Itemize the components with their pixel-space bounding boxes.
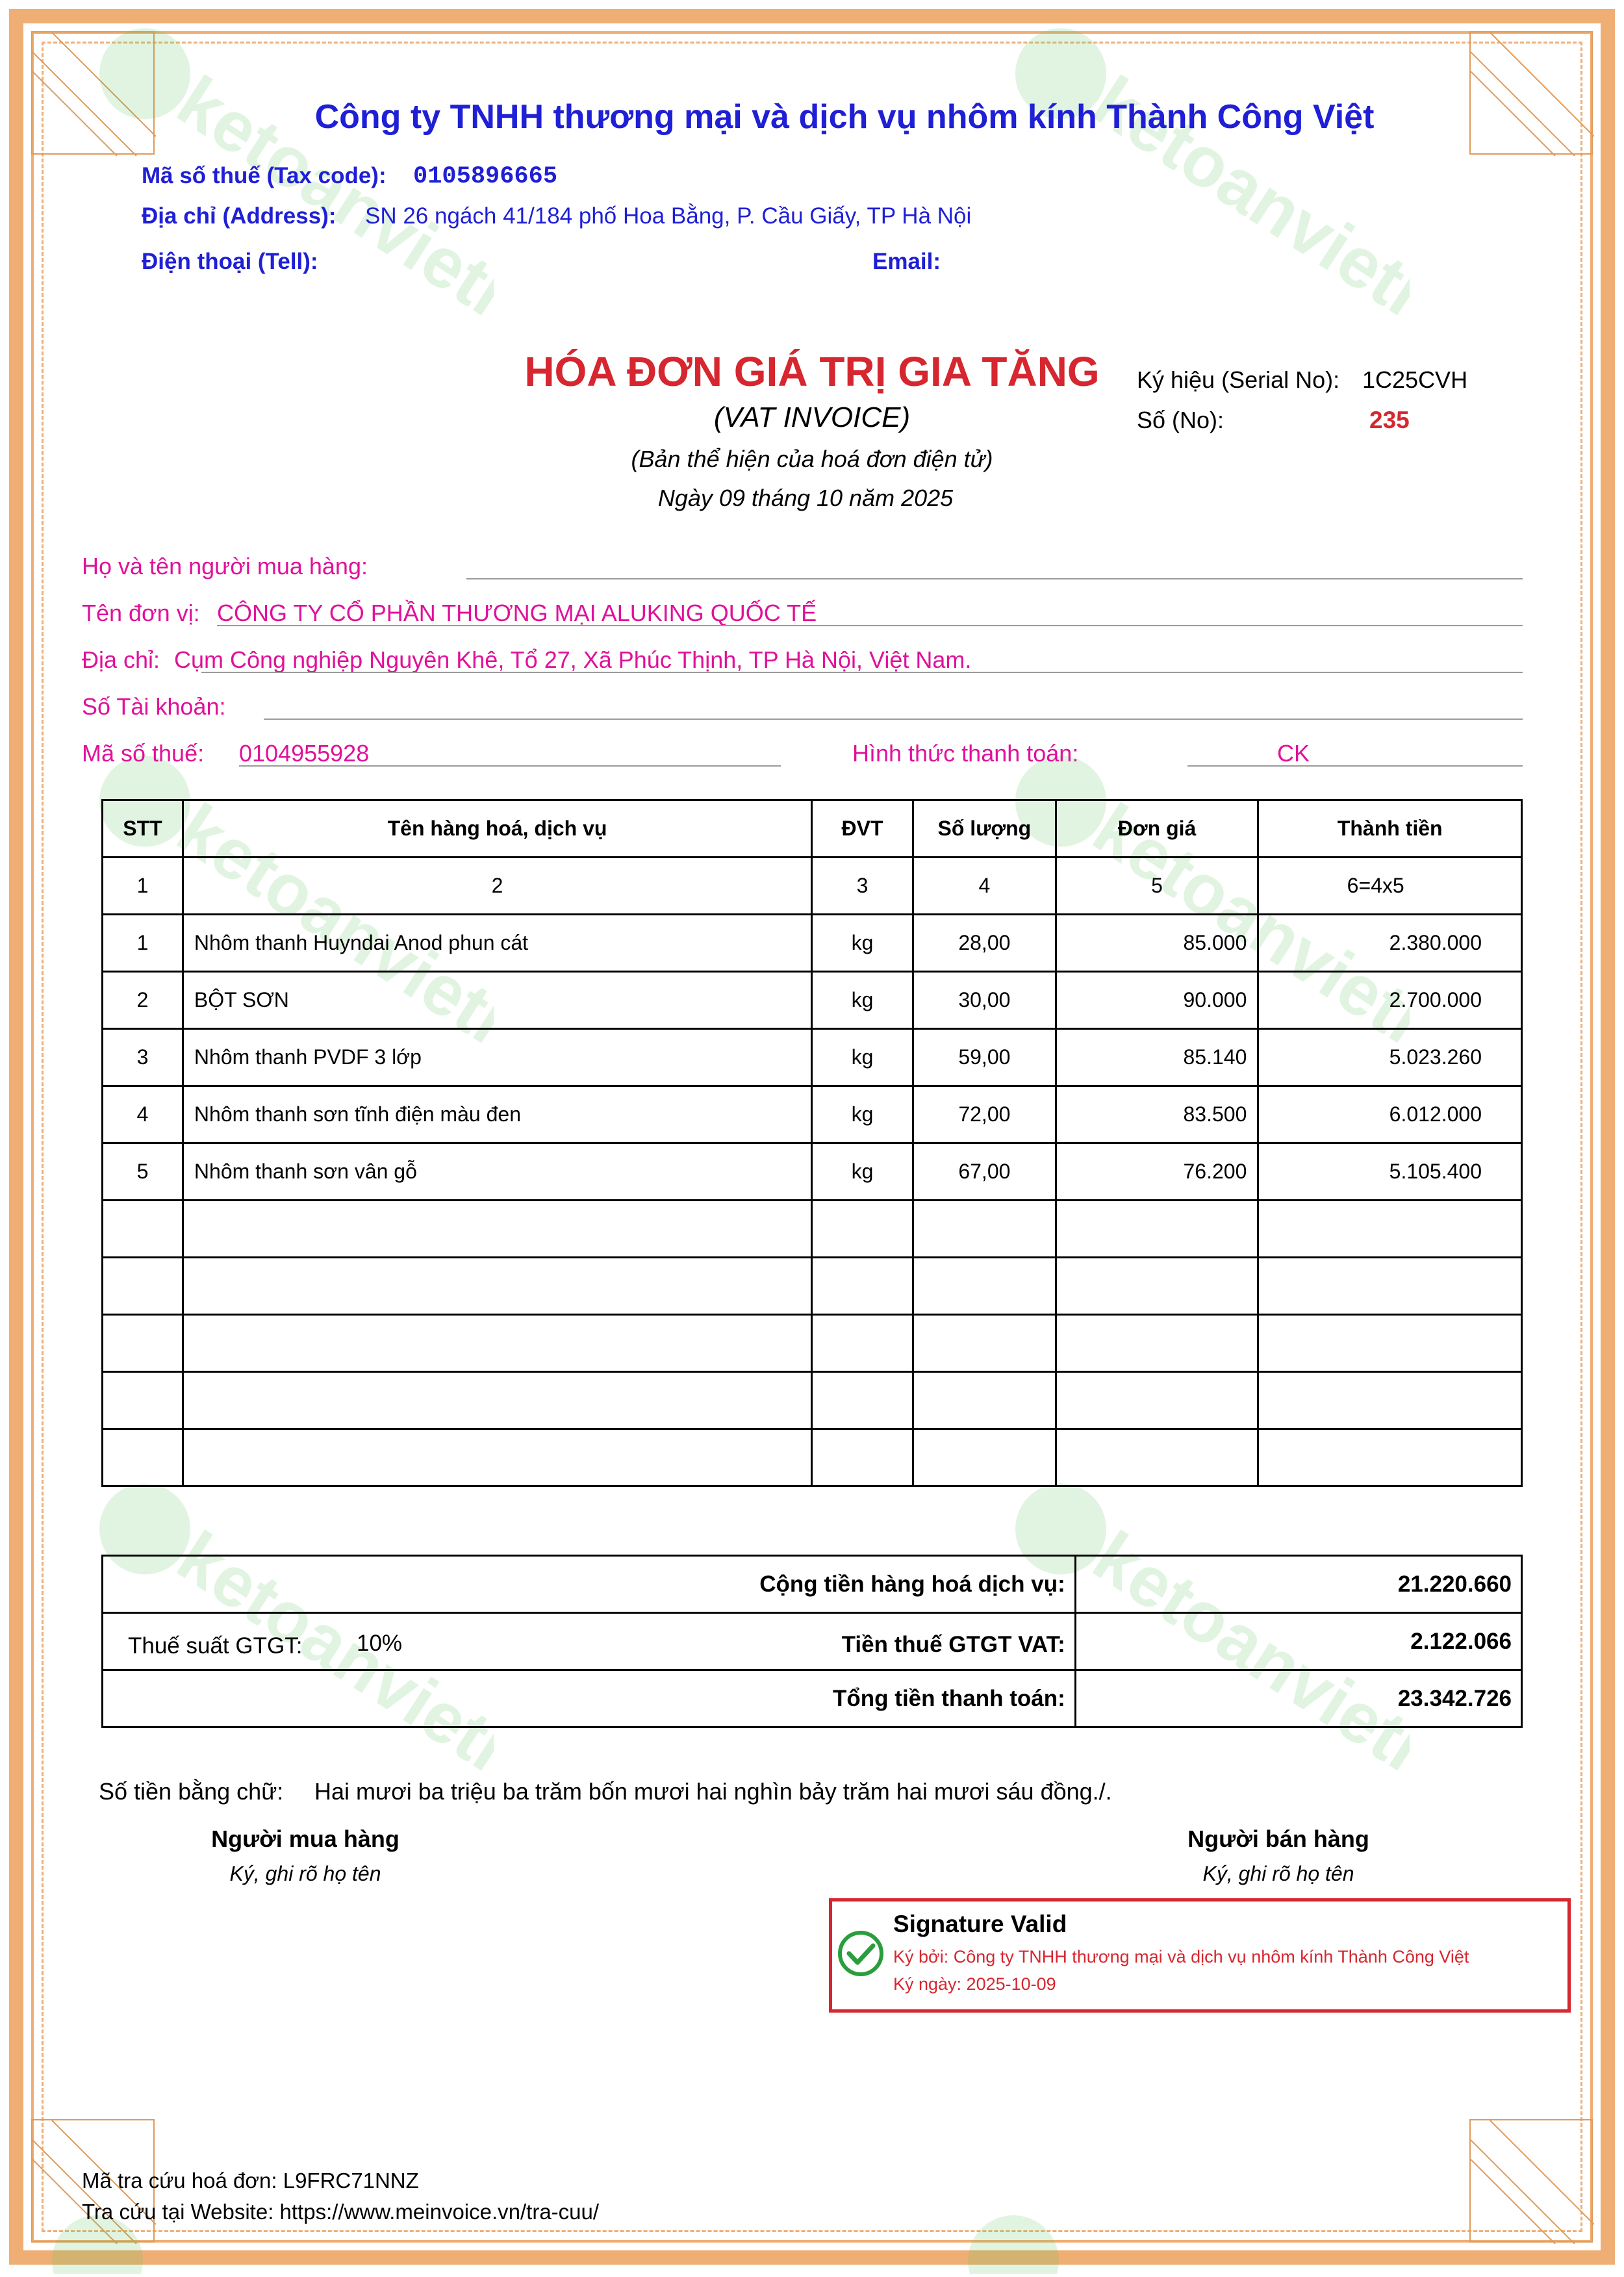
grand-total-value: 23.342.726 xyxy=(1075,1670,1521,1727)
item-amount: 6.012.000 xyxy=(1258,1086,1522,1143)
invoice-title: HÓA ĐƠN GIÁ TRỊ GIA TĂNG xyxy=(524,348,1100,395)
item-price: 85.000 xyxy=(1056,915,1258,972)
seller-address: SN 26 ngách 41/184 phố Hoa Bằng, P. Cầu Giấy, TP Hà Nội xyxy=(365,203,972,229)
totals-table xyxy=(101,1555,1523,1728)
corner-ornament-bottom-right xyxy=(1469,2119,1593,2243)
svg-text:ketoanviethung: ketoanviethung xyxy=(1080,1516,1410,1819)
signature-valid-title: Signature Valid xyxy=(893,1911,1067,1937)
subtotal-value: 21.220.660 xyxy=(1075,1556,1521,1613)
item-quantity: 30,00 xyxy=(913,972,1056,1029)
payment-method-line xyxy=(1187,765,1523,767)
seller-tax-code: 0105896665 xyxy=(413,163,558,190)
item-quantity: 59,00 xyxy=(913,1029,1056,1086)
item-name: Nhôm thanh Huyndai Anod phun cát xyxy=(183,915,811,972)
table-cell: 4 xyxy=(913,858,1056,915)
checkmark-icon xyxy=(836,1929,885,1978)
item-name: Nhôm thanh sơn vân gỗ xyxy=(183,1143,811,1201)
seller-phone-label: Điện thoại (Tell): xyxy=(142,249,318,274)
amount-words: Hai mươi ba triệu ba trăm bốn mươi hai nghìn bảy trăm hai mươi sáu đồng./. xyxy=(314,1778,1112,1805)
item-price: 76.200 xyxy=(1056,1143,1258,1201)
buyer-name-label: Họ và tên người mua hàng: xyxy=(82,553,368,579)
invoice-date: Ngày 09 tháng 10 năm 2025 xyxy=(657,485,954,511)
seller-signature-title: Người bán hàng xyxy=(1187,1825,1369,1852)
grand-total-row xyxy=(103,1670,1522,1727)
item-quantity: 72,00 xyxy=(913,1086,1056,1143)
column-header-amount: Thành tiền xyxy=(1258,800,1522,858)
item-stt: 5 xyxy=(103,1143,183,1201)
serial-value: 1C25CVH xyxy=(1362,366,1468,393)
item-unit: kg xyxy=(812,1029,913,1086)
digital-signature-box xyxy=(829,1898,1571,2013)
amount-words-label: Số tiền bằng chữ: xyxy=(99,1778,284,1805)
table-cell: 5 xyxy=(1056,858,1258,915)
item-amount: 5.105.400 xyxy=(1258,1143,1522,1201)
subtotal-row xyxy=(103,1556,1522,1613)
grand-total-label: Tổng tiền thanh toán: xyxy=(103,1670,1076,1727)
item-quantity: 67,00 xyxy=(913,1143,1056,1201)
invoice-number-label: Số (No): xyxy=(1137,407,1224,433)
svg-text:ketoanviethung: ketoanviethung xyxy=(164,788,494,1091)
table-cell: 3 xyxy=(812,858,913,915)
column-header-unit: ĐVT xyxy=(812,800,913,858)
item-unit: kg xyxy=(812,972,913,1029)
buyer-tax-line xyxy=(239,765,781,767)
items-table xyxy=(101,799,1523,1487)
vat-rate-value: 10% xyxy=(357,1631,403,1656)
empty-table-row xyxy=(103,1201,1522,1258)
buyer-tax-code: 0104955928 xyxy=(239,740,370,767)
buyer-address: Cụm Công nghiệp Nguyên Khê, Tổ 27, Xã Phúc Thịnh, TP Hà Nội, Việt Nam. xyxy=(174,646,972,673)
buyer-tax-label: Mã số thuế: xyxy=(82,740,205,767)
column-header-price: Đơn giá xyxy=(1056,800,1258,858)
vat-amount-value: 2.122.066 xyxy=(1075,1613,1521,1670)
buyer-address-label: Địa chỉ: xyxy=(82,646,160,673)
buyer-unit-line xyxy=(217,625,1523,626)
table-row xyxy=(103,1086,1522,1143)
invoice-number: 235 xyxy=(1369,407,1410,433)
item-name: Nhôm thanh sơn tĩnh điện màu đen xyxy=(183,1086,811,1143)
item-name: Nhôm thanh PVDF 3 lớp xyxy=(183,1029,811,1086)
item-amount: 2.380.000 xyxy=(1258,915,1522,972)
buyer-unit-label: Tên đơn vị: xyxy=(82,600,200,626)
table-cell: 2 xyxy=(183,858,811,915)
item-stt: 3 xyxy=(103,1029,183,1086)
seller-email-label: Email: xyxy=(872,249,941,274)
item-price: 85.140 xyxy=(1056,1029,1258,1086)
table-header-row xyxy=(103,800,1522,858)
table-row xyxy=(103,1029,1522,1086)
table-cell: 6=4x5 xyxy=(1258,858,1522,915)
table-cell: 1 xyxy=(103,858,183,915)
signed-date: Ký ngày: 2025-10-09 xyxy=(893,1974,1056,1994)
empty-table-row xyxy=(103,1258,1522,1315)
empty-table-row xyxy=(103,1315,1522,1372)
subtotal-label: Cộng tiền hàng hoá dịch vụ: xyxy=(103,1556,1076,1613)
vat-row-left xyxy=(103,1613,1076,1670)
vat-amount-label: Tiền thuế GTGT VAT: xyxy=(841,1632,1065,1657)
item-price: 83.500 xyxy=(1056,1086,1258,1143)
table-index-row xyxy=(103,858,1522,915)
table-row xyxy=(103,972,1522,1029)
seller-tax-label: Mã số thuế (Tax code): xyxy=(142,163,387,188)
item-unit: kg xyxy=(812,1143,913,1201)
item-stt: 4 xyxy=(103,1086,183,1143)
buyer-name-line xyxy=(466,578,1523,579)
item-amount: 5.023.260 xyxy=(1258,1029,1522,1086)
seller-name: Công ty TNHH thương mại và dịch vụ nhôm kính Thành Công Việt xyxy=(314,98,1375,136)
item-unit: kg xyxy=(812,915,913,972)
buyer-unit: CÔNG TY CỔ PHẦN THƯƠNG MẠI ALUKING QUỐC TẾ xyxy=(217,600,817,626)
column-header-stt: STT xyxy=(103,800,183,858)
invoice-note: (Bản thể hiện của hoá đơn điện tử) xyxy=(631,446,993,472)
buyer-address-line xyxy=(201,672,1523,673)
item-name: BỘT SƠN xyxy=(183,972,811,1029)
empty-table-row xyxy=(103,1429,1522,1486)
payment-method: CK xyxy=(1277,740,1310,767)
buyer-signature-note: Ký, ghi rõ họ tên xyxy=(229,1862,381,1885)
serial-label: Ký hiệu (Serial No): xyxy=(1137,366,1340,393)
signed-by: Ký bởi: Công ty TNHH thương mại và dịch vụ nhôm kính Thành Công Việt xyxy=(893,1947,1469,1966)
buyer-account-label: Số Tài khoản: xyxy=(82,693,226,720)
svg-text:ketoanviethung: ketoanviethung xyxy=(1080,788,1410,1091)
table-row xyxy=(103,1143,1522,1201)
item-unit: kg xyxy=(812,1086,913,1143)
vat-row xyxy=(103,1613,1522,1670)
svg-text:ketoanviethung: ketoanviethung xyxy=(164,60,494,364)
item-quantity: 28,00 xyxy=(913,915,1056,972)
table-row xyxy=(103,915,1522,972)
buyer-signature-title: Người mua hàng xyxy=(211,1825,400,1852)
item-amount: 2.700.000 xyxy=(1258,972,1522,1029)
column-header-name: Tên hàng hoá, dịch vụ xyxy=(183,800,811,858)
buyer-account-line xyxy=(264,719,1523,720)
empty-table-row xyxy=(103,1372,1522,1429)
item-stt: 2 xyxy=(103,972,183,1029)
lookup-code: Mã tra cứu hoá đơn: L9FRC71NNZ xyxy=(82,2169,419,2193)
svg-text:ketoanviethung: ketoanviethung xyxy=(1080,60,1410,364)
vat-rate-label: Thuế suất GTGT: xyxy=(128,1633,303,1659)
item-stt: 1 xyxy=(103,915,183,972)
invoice-subtitle: (VAT INVOICE) xyxy=(713,401,911,433)
column-header-quantity: Số lượng xyxy=(913,800,1056,858)
payment-method-label: Hình thức thanh toán: xyxy=(852,740,1079,767)
item-price: 90.000 xyxy=(1056,972,1258,1029)
lookup-website: Tra cứu tại Website: https://www.meinvoice.vn/tra-cuu/ xyxy=(82,2200,600,2224)
seller-address-label: Địa chỉ (Address): xyxy=(142,203,336,229)
svg-text:ketoanviethung: ketoanviethung xyxy=(164,1516,494,1819)
seller-signature-note: Ký, ghi rõ họ tên xyxy=(1202,1862,1354,1885)
